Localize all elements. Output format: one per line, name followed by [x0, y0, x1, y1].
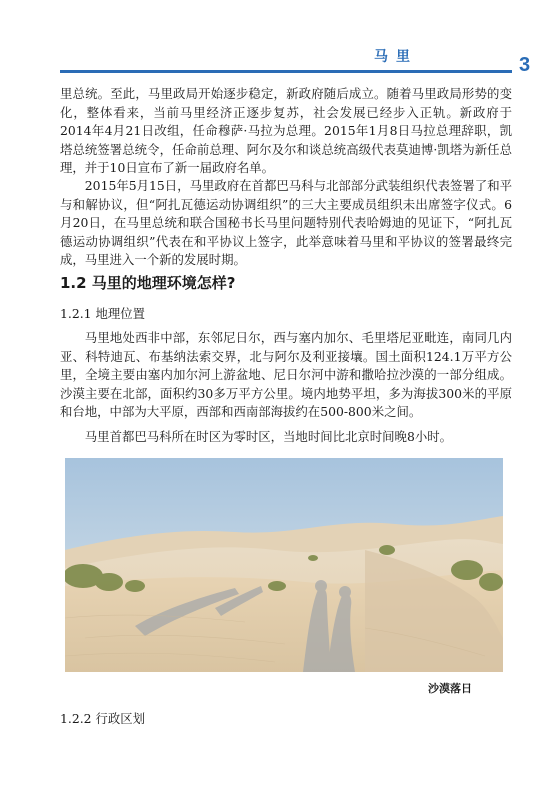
body-paragraph-1 — [60, 85, 512, 178]
photo-caption: 沙漠落日 — [428, 682, 472, 695]
paragraph-text: 马里首都巴马科所在时区为零时区，当地时间比北京时间晚8小时。 — [84, 429, 453, 444]
header-rule — [60, 70, 512, 73]
subsection-heading-location: 1.2.1 地理位置 — [60, 306, 146, 321]
paragraph-text: 里总统。至此，马里政局开始逐步稳定，新政府随后成立。随着马里政局形势的变化，整体看来，当前马里经济正逐步复苏，社会发展已经步入正轨。新政府于2014年4月21日改组，任命穆萨·马拉为总理。2015年1月8日马拉总理辞职，凯塔总统签署总统令，任命前总理、阿尔及尔和谈总统高级代表莫迪博·凯塔为新任总理，并于10日宣布了新一届政府名单。 — [60, 86, 512, 175]
body-paragraph-2 — [60, 177, 512, 270]
paragraph-text: 马里地处西非中部，东邻尼日尔，西与塞内加尔、毛里塔尼亚毗连，南同几内亚、科特迪瓦、布基纳法索交界，北与阿尔及利亚接壤。国土面积124.1万平方公里，全境主要由塞内加尔河上游盆地、尼日尔河中游和撒哈拉沙漠的一部分组成。沙漠主要在北部，面积约30多万平方公里。境内地势平坦，多为海拔300米的平原和台地，中部为大平原，西部和西南部海拔约在500-800米之间。 — [60, 330, 512, 419]
running-title: 马里 — [374, 49, 418, 65]
desert-sunset-photo — [65, 458, 503, 672]
subsection-heading-administrative: 1.2.2 行政区划 — [60, 711, 146, 726]
section-heading: 1.2 马里的地理环境怎样? — [60, 274, 236, 292]
body-paragraph-timezone — [60, 428, 512, 447]
paragraph-text: 2015年5月15日，马里政府在首都巴马科与北部部分武装组织代表签署了和平与和解协议，但“阿扎瓦德运动协调组织”的三大主要成员组织未出席签字仪式。6月20日，在马里总统和联合国秘书长马里问题特别代表哈姆迪的见证下，“阿扎瓦德运动协调组织”代表在和平协议上签字，此举意味着马里和平协议的签署最终完成，马里进入一个新的发展时期。 — [60, 178, 512, 267]
body-paragraph-geography — [60, 329, 512, 422]
page-number: 3 — [519, 54, 531, 76]
